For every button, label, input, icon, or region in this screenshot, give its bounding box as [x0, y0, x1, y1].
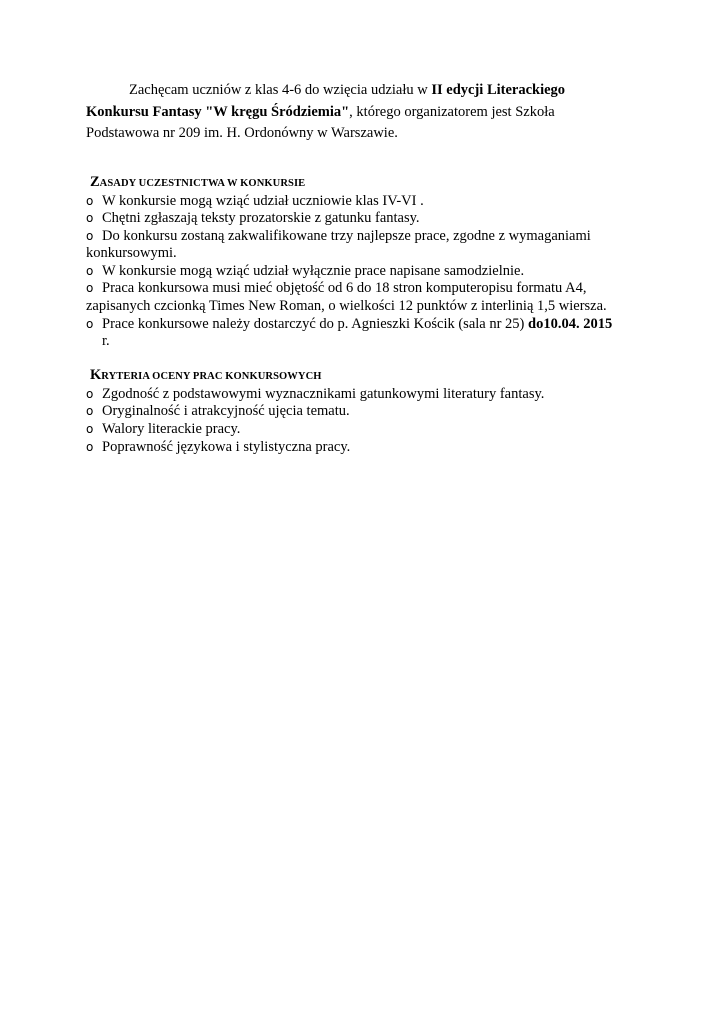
- section-heading-rules-initial: Z: [90, 173, 100, 190]
- section-heading-rules: [86, 173, 616, 193]
- list-item-text: Do konkursu zostaną zakwalifikowane trzy najlepsze prace, zgodne z wymaganiami konkursowymi.: [86, 227, 591, 262]
- list-item-text: Prace konkursowe należy dostarczyć do p. Agnieszki Kościk (sala nr 25): [102, 315, 529, 332]
- list-item-text: W konkursie mogą wziąć udział wyłącznie prace napisane samodzielnie.: [102, 262, 525, 279]
- intro-contest-name: II edycji Literackiego Konkursu Fantasy "W kręgu Śródziemia": [86, 82, 566, 120]
- list-item-text: Oryginalność i atrakcyjność ujęcia tematu.: [102, 403, 350, 420]
- bullet-icon: o: [86, 281, 94, 296]
- intro-paragraph: [86, 80, 616, 145]
- section-heading-rules-rest: ASADY UCZESTNICTWA W KONKURSIE: [99, 177, 306, 189]
- deadline-date: do10.04. 2015: [528, 315, 613, 332]
- list-item-text: Chętni zgłaszają teksty prozatorskie z gatunku fantasy.: [102, 210, 420, 227]
- rules-list: [86, 193, 616, 351]
- section-heading-criteria-initial: K: [90, 366, 102, 383]
- criteria-list: [86, 386, 616, 456]
- list-item: [86, 193, 616, 211]
- list-item: [86, 316, 616, 351]
- bullet-icon: o: [86, 422, 94, 437]
- intro-text-start: Zachęcam uczniów z klas 4-6 do wzięcia udziału w: [129, 82, 432, 98]
- list-item: [86, 263, 616, 281]
- list-item: [86, 439, 616, 457]
- list-item-text: Poprawność językowa i stylistyczna pracy.: [102, 438, 351, 455]
- document-page: [86, 80, 616, 456]
- list-item: [86, 386, 616, 404]
- list-item-text: Zgodność z podstawowymi wyznacznikami gatunkowymi literatury fantasy.: [102, 385, 545, 402]
- bullet-icon: o: [86, 193, 94, 208]
- list-item-text: W konkursie mogą wziąć udział uczniowie klas IV-VI .: [102, 192, 424, 209]
- bullet-icon: o: [86, 211, 94, 226]
- section-heading-criteria: [86, 366, 616, 386]
- bullet-icon: o: [86, 386, 94, 401]
- list-item: [86, 210, 616, 228]
- bullet-icon: o: [86, 228, 94, 243]
- bullet-icon: o: [86, 316, 94, 331]
- intro-text-end: , którego organizatorem jest Szkoła Podstawowa nr 209 im. H. Ordonówny w Warszawie.: [86, 103, 555, 141]
- list-item-text: Praca konkursowa musi mieć objętość od 6 do 18 stron komputeropisu formatu A4, zapisanych czcionką Times New Roman, o wielkości 12 punktów z interlinią 1,5 wiersza.: [86, 280, 607, 315]
- bullet-icon: o: [86, 439, 94, 454]
- list-item: [86, 228, 616, 263]
- list-item: [86, 421, 616, 439]
- bullet-icon: o: [86, 404, 94, 419]
- list-item-text: Walory literackie pracy.: [102, 421, 241, 438]
- section-heading-criteria-rest: RYTERIA OCENY PRAC KONKURSOWYCH: [101, 370, 322, 382]
- deadline-suffix: r.: [102, 333, 110, 350]
- list-item: [86, 403, 616, 421]
- list-item: [86, 280, 616, 315]
- bullet-icon: o: [86, 263, 94, 278]
